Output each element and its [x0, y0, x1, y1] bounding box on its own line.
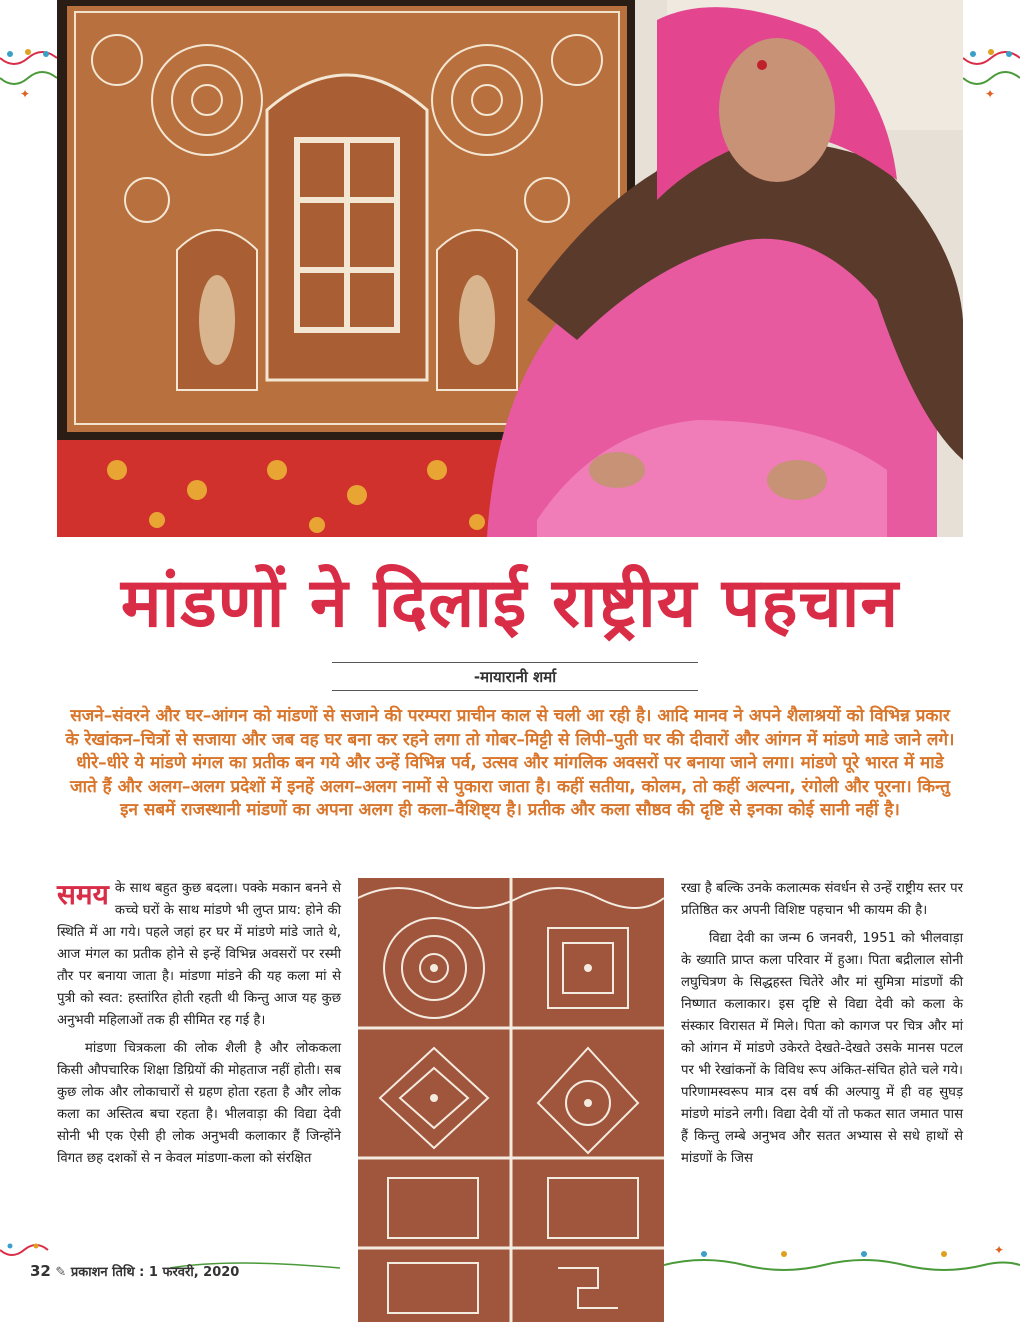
svg-text:✦: ✦ [994, 1243, 1005, 1257]
right-column-paragraph-2: विद्या देवी का जन्म 6 जनवरी, 1951 को भीलवाड़ा के ख्याति प्राप्त कला परिवार में हुआ। पिता बद्रीलाल सोनी लघुचित्रण के सिद्धहस्त चितेरे और मां सुमित्रा मांडणों की निष्णात कलाकार। इस दृष्टि से विद्या देवी को कला के संस्कार विरासत में मिले। पिता को कागज पर चित्र और मां को आंगन में मांडणे उकेरते देखते-देखते उसके मानस पटल पर भी रेखांकनों के विविध रूप अंकित-संचित होते चले गये। परिणामस्वरूप मात्र दस वर्ष की अल्पायु में ही वह सुघड़ मांडणे मांडने लगी। विद्या देवी यों तो फकत सात जमात पास हैं किन्तु लम्बे अनुभव और सतत अभ्यास से सधे हाथों से मांडणों के जिस [681, 931, 963, 1166]
top-right-border-ornament [963, 40, 1020, 100]
left-column [57, 878, 341, 1176]
left-column-paragraph-1 [57, 878, 341, 1032]
svg-text:✦: ✦ [20, 87, 31, 100]
hero-photo [57, 0, 963, 537]
bottom-right-border-ornament [664, 1240, 1020, 1280]
right-column-paragraph-1: रखा है बल्कि उनके कलात्मक संवर्धन से उन्हें राष्ट्रीय स्तर पर प्रतिष्ठित कर अपनी विशिष्ट पहचान भी कायम की है। [681, 881, 963, 918]
publication-date-label: प्रकाशन तिथि : 1 फरवरी, 2020 [70, 1265, 240, 1280]
byline: -मायारानी शर्मा [473, 668, 557, 686]
svg-text:✦: ✦ [985, 87, 996, 100]
left-column-paragraph-2: मांडणा चित्रकला की लोक शैली है और लोककला किसी औपचारिक शिक्षा डिग्रियों की मोहताज नहीं होती। सब कुछ लोक और लोकाचारों से ग्रहण होता रहता है और लोक कला का अस्तित्व बचा रहता है। भीलवाड़ा की विद्या देवी सोनी भी एक ऐसी ही लोक अनुभवी कलाकार हैं जिन्होंने विगत छह दशकों से न केवल मांडणा-कला को संरक्षित [57, 1041, 341, 1166]
drop-word: समय [57, 878, 109, 911]
page-footer [30, 1262, 239, 1280]
hero-illustration [57, 0, 963, 537]
mandana-illustration [358, 878, 664, 1322]
right-column [681, 878, 963, 1176]
byline-bottom-rule [332, 690, 698, 691]
mandana-photo [358, 878, 664, 1322]
page-number: 32 [30, 1262, 51, 1280]
headline: मांडणों ने दिलाई राष्ट्रीय पहचान [120, 564, 900, 643]
intro-paragraph: सजने–संवरने और घर–आंगन को मांडणों से सजाने की परम्परा प्राचीन काल से चली आ रही है। आदि मानव ने अपने शैलाश्रयों को विभिन्न प्रकार के रेखांकन–चित्रों से सजाया और जब वह घर बना कर रहने लगा तो गोबर–मिट्टी से लिपी–पुती घर की दीवारों और आंगन में मांडणे माडे जाने लगे। धीरे–धीरे ये मांडणे मंगल का प्रतीक बन गये और उन्हें विभिन्न पर्व, उत्सव और मांगलिक अवसरों पर बनाया जाने लगा। मांडणे पूरे भारत में माडे जाते हैं और अलग–अलग प्रदेशों में इनहें अलग–अलग नामों से पुकारा जाता है। कहीं सतीया, कोलम, तो कहीं अल्पना, रंगोली और पूरना। किन्तु इन सबमें राजस्थानी मांडणों का अपना अलग ही कला–वैशिष्ट्य है। प्रतीक और कला सौष्ठव की दृष्टि से इनका कोई सानी नहीं है। [65, 706, 955, 820]
byline-top-rule [332, 662, 698, 663]
footer-pen-icon: ✎ [55, 1265, 67, 1280]
left-column-paragraph-1-text: के साथ बहुत कुछ बदला। पक्के मकान बनने से कच्चे घरों के साथ मांडणे भी लुप्त प्राय: होने की स्थिति में आ गये। पहले जहां हर घर में मांडणे मांडे जाते थे, आज मंगल का प्रतीक होने से इन्हें विभिन्न अवसरों पर रस्मी तौर पर बनाया जाता है। मांडणा मांडने की यह कला मां से पुत्री को स्वत: हस्तांरित होती रहती थी किन्तु आज यह कुछ अनुभवी महिलाओं तक ही सीमित रह गई है। [57, 881, 341, 1028]
top-left-border-ornament [0, 40, 57, 100]
